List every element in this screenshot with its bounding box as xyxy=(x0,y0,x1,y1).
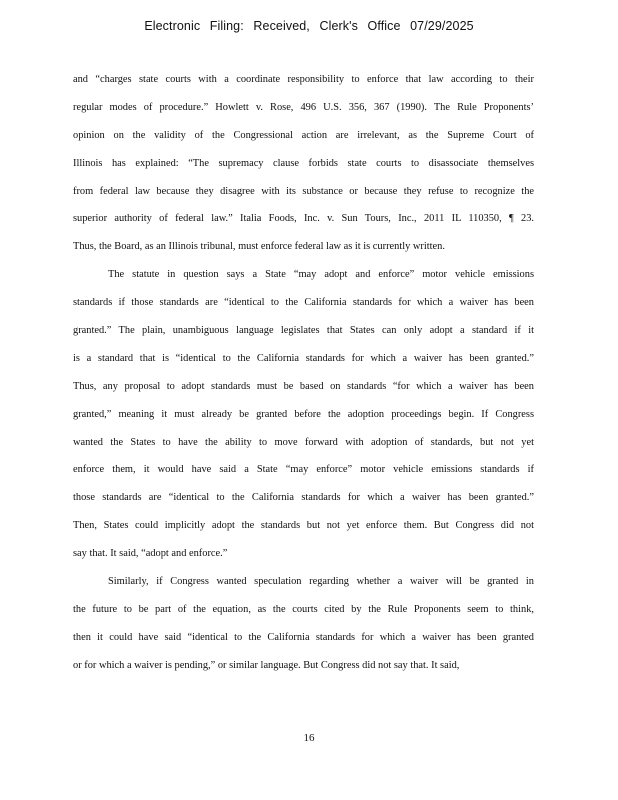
text-line: the future to be part of the equation, as the courts cited by the Rule Proponents seem to think, xyxy=(73,603,534,615)
text-line: granted,” meaning it must already be granted before the adoption proceedings begin. If Congress xyxy=(73,408,534,420)
text-line: granted.” The plain, unambiguous language legislates that States can only adopt a standard if it xyxy=(73,325,534,337)
text-line: say that. It said, “adopt and enforce.” xyxy=(73,548,228,560)
text-line: Thus, any proposal to adopt standards must be based on standards “for which a waiver has been xyxy=(73,380,534,392)
text-line: standards if those standards are “identical to the California standards for which a waiver has been xyxy=(73,297,534,309)
text-line: Thus, the Board, as an Illinois tribunal, must enforce federal law as it is currently written. xyxy=(73,241,445,253)
text-line: superior authority of federal law.” Italia Foods, Inc. v. Sun Tours, Inc., 2011 IL 110350, ¶ 23. xyxy=(73,213,534,225)
text-line: opinion on the validity of the Congressional action are irrelevant, as the Supreme Court of xyxy=(73,129,534,141)
text-line: wanted the States to have the ability to move forward with adoption of standards, but not yet xyxy=(73,436,534,448)
text-line: or for which a waiver is pending,” or similar language. But Congress did not say that. It said, xyxy=(73,659,460,671)
text-line: Illinois has explained: “The supremacy clause forbids state courts to disassociate themselves xyxy=(73,157,534,169)
document-body xyxy=(73,70,534,684)
text-line: enforce them, it would have said a State “may enforce” motor vehicle emissions standards if xyxy=(73,464,534,476)
filing-header: Electronic Filing: Received, Clerk's Office 07/29/2025 xyxy=(144,19,474,33)
text-line: is a standard that is “identical to the California standards for which a waiver has been granted.” xyxy=(73,352,534,364)
text-line: and “charges state courts with a coordinate responsibility to enforce that law according to their xyxy=(73,74,534,85)
text-line: from federal law because they disagree with its substance or because they refuse to recognize the xyxy=(73,185,534,197)
text-line: regular modes of procedure.” Howlett v. Rose, 496 U.S. 356, 367 (1990). The Rule Proponents’ xyxy=(73,101,534,113)
text-line: then it could have said “identical to the California standards for which a waiver has been granted xyxy=(73,631,534,643)
paragraph-start-line: Similarly, if Congress wanted speculation regarding whether a waiver will be granted in xyxy=(108,576,534,588)
text-line: those standards are “identical to the California standards for which a waiver has been granted.” xyxy=(73,492,534,504)
paragraph-start-line: The statute in question says a State “may adopt and enforce” motor vehicle emissions xyxy=(108,269,534,281)
text-line: Then, States could implicitly adopt the standards but not yet enforce them. But Congress did not xyxy=(73,520,534,532)
page-number: 16 xyxy=(303,732,315,744)
